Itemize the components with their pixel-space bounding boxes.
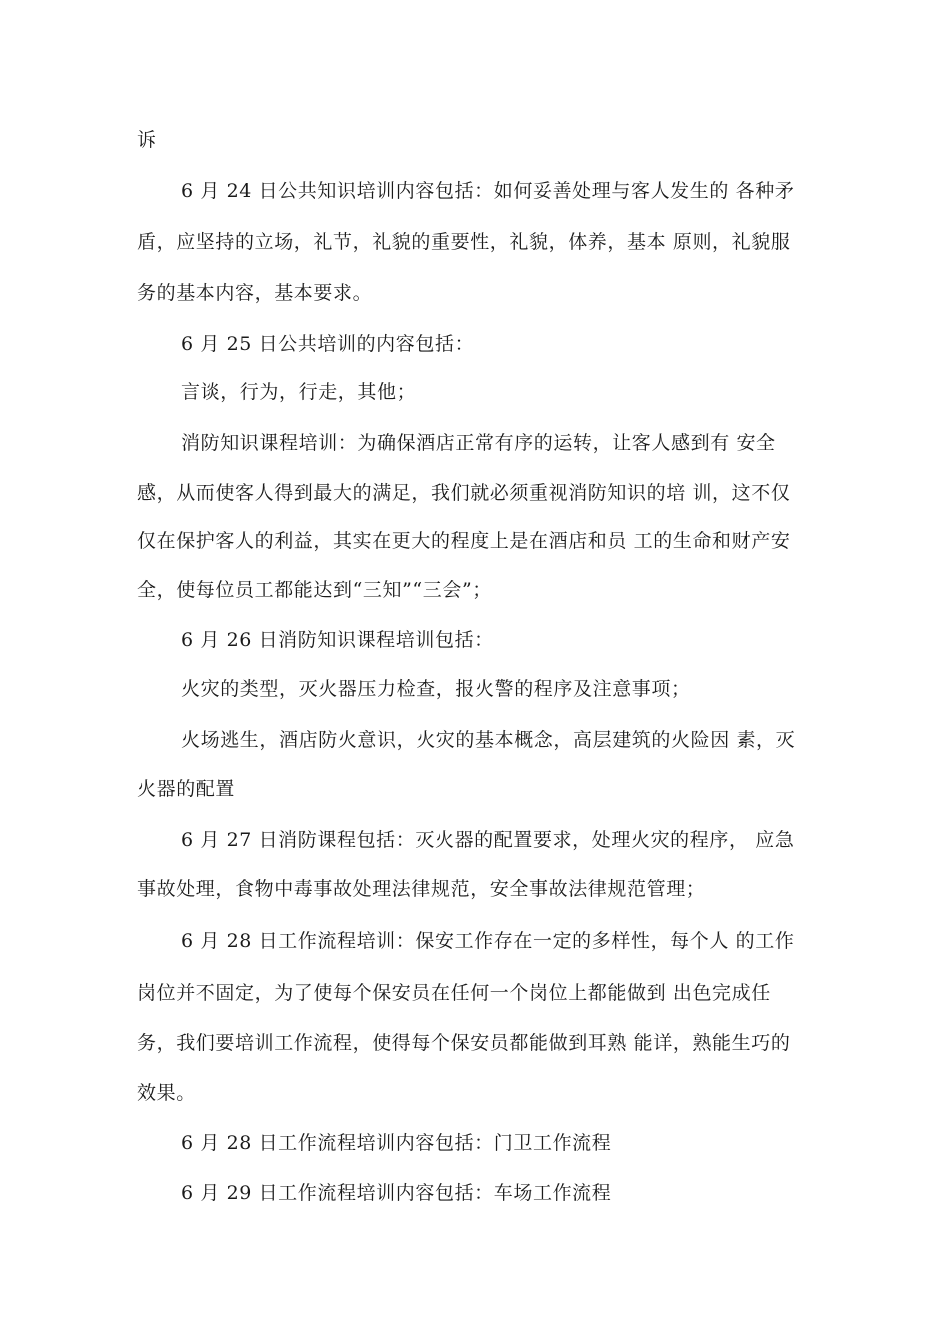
text-line: 言谈，行为，行走，其他； xyxy=(181,381,417,403)
text-line: 火器的配置 xyxy=(137,778,236,800)
text-line: 6 月 29 日工作流程培训内容包括：车场工作流程 xyxy=(181,1182,612,1204)
text-line: 感，从而使客人得到最大的满足，我们就必须重视消防知识的培 训，这不仅 xyxy=(137,482,791,504)
text-line: 火灾的类型，灭火器压力检查，报火警的程序及注意事项； xyxy=(181,678,691,700)
text-line: 效果。 xyxy=(137,1082,196,1104)
text-line: 岗位并不固定，为了使每个保安员在任何一个岗位上都能做到 出色完成任 xyxy=(137,982,771,1004)
text-line: 6 月 26 日消防知识课程培训包括： xyxy=(181,629,494,651)
text-line: 仅在保护客人的利益，其实在更大的程度上是在酒店和员 工的生命和财产安 xyxy=(137,530,791,552)
text-line: 6 月 25 日公共培训的内容包括： xyxy=(181,333,475,355)
text-line: 盾，应坚持的立场，礼节，礼貌的重要性，礼貌，体养，基本 原则，礼貌服 xyxy=(137,231,791,253)
text-line: 全，使每位员工都能达到“三知”“三会”； xyxy=(137,579,492,601)
text-line: 事故处理，食物中毒事故处理法律规范，安全事故法律规范管理； xyxy=(137,878,706,900)
text-line: 诉 xyxy=(137,129,157,151)
text-line: 务的基本内容，基本要求。 xyxy=(137,282,373,304)
text-line: 6 月 28 日工作流程培训：保安工作存在一定的多样性，每个人 的工作 xyxy=(181,930,795,952)
text-line: 务，我们要培训工作流程，使得每个保安员都能做到耳熟 能详，熟能生巧的 xyxy=(137,1032,791,1054)
text-line: 消防知识课程培训：为确保酒店正常有序的运转，让客人感到有 安全 xyxy=(181,432,776,454)
text-line: 6 月 28 日工作流程培训内容包括：门卫工作流程 xyxy=(181,1132,612,1154)
text-line: 火场逃生，酒店防火意识，火灾的基本概念，高层建筑的火险因 素，灭 xyxy=(181,729,796,751)
text-line: 6 月 24 日公共知识培训内容包括：如何妥善处理与客人发生的 各种矛 xyxy=(181,180,795,202)
text-line: 6 月 27 日消防课程包括：灭火器的配置要求，处理火灾的程序， 应急 xyxy=(181,829,795,851)
